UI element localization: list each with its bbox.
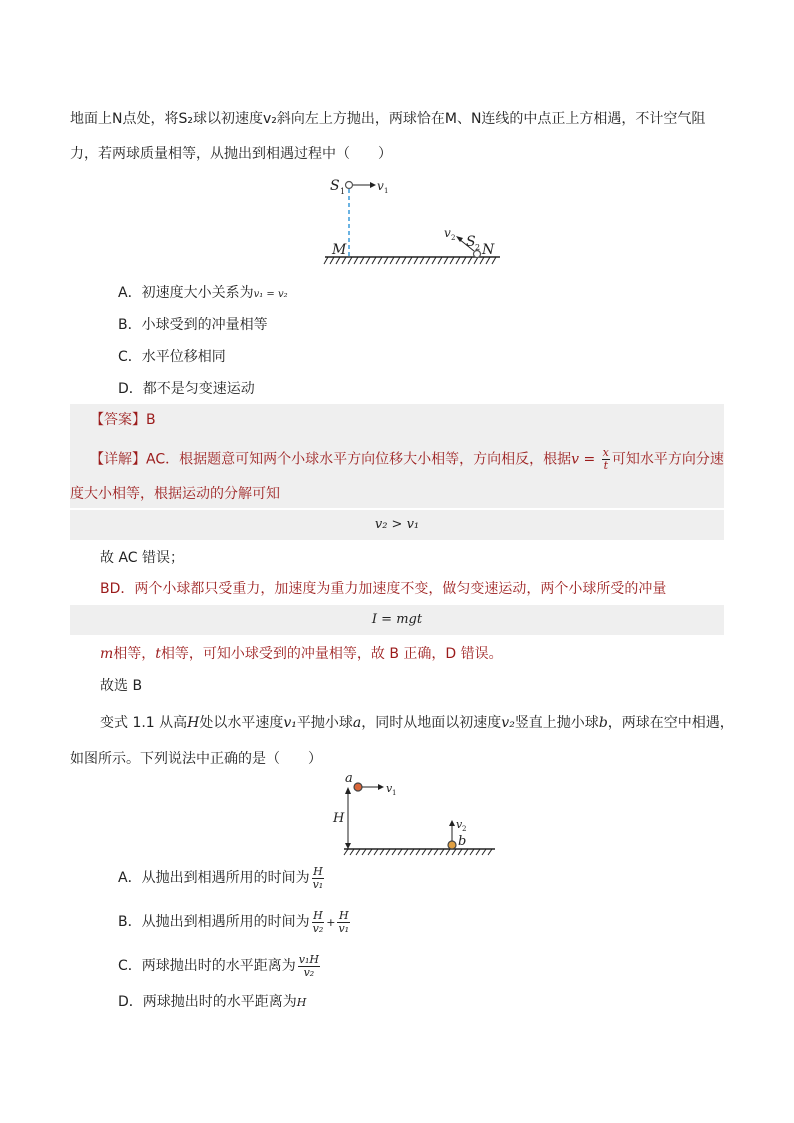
q2-option-b-text: B．从抛出到相遇所用的时间为 [118, 914, 310, 930]
formula-2: I = mgt [371, 612, 423, 627]
q2-option-a [118, 862, 326, 894]
ground-hatch-1 [324, 257, 496, 264]
detail-v: v [571, 451, 580, 468]
label-m: M [332, 242, 347, 258]
answer-wrong-ac: 故 AC 错误； [100, 550, 185, 566]
label-b: b [458, 834, 467, 849]
q2-option-b-den2: v₁ [338, 921, 350, 935]
ball-b [448, 841, 456, 849]
detail-fraction-den: t [603, 459, 608, 472]
answer-rest-1: 相等， [113, 646, 156, 662]
label-v1-fig2-sub: 1 [392, 789, 397, 797]
answer-choose: 故选 B [100, 678, 143, 694]
label-s1: S [330, 178, 340, 194]
q1-option-a-math: v₁ = v₂ [253, 289, 288, 300]
q2-option-d-text: D．两球抛出时的水平距离为 [118, 994, 297, 1010]
q2-option-d-math: H [296, 996, 307, 1009]
q2-text-f: ，两球在空中相遇， [607, 715, 734, 731]
q1-line1: 地面上N点处，将S₂球以初速度v₂斜向左上方抛出，两球恰在M、N连线的中点正上方相遇，不计空气阻 [70, 111, 706, 127]
q2-text-d: ，同时从地面以初速度 [361, 715, 502, 731]
q2-option-c-num: v₁H [298, 952, 319, 966]
q2-option-b-num1: H [313, 908, 323, 922]
q2-option-b-frac2 [337, 910, 350, 935]
q2-option-b-plus: + [326, 916, 336, 929]
arrow-v1-fig2-head [378, 784, 384, 790]
figure-2 [330, 772, 500, 864]
ball-s1 [346, 182, 353, 189]
label-v1: v [377, 179, 384, 193]
label-n: N [482, 242, 495, 258]
q2-ball-b: b [598, 715, 608, 731]
q2-ball-a: a [352, 715, 362, 731]
label-v2: v [444, 226, 451, 240]
detail-line-2: 度大小相等，根据运动的分解可知 [70, 486, 280, 502]
q2-option-b-frac1 [312, 910, 325, 935]
q2-option-d [118, 993, 306, 1012]
label-v2-fig2-sub: 2 [462, 825, 467, 833]
q2-option-b-den1: v₂ [312, 921, 324, 935]
ball-a [354, 783, 362, 791]
q2-option-c [118, 950, 322, 982]
figure-1 [320, 170, 510, 270]
label-s2-sub: 2 [475, 243, 481, 252]
q2-option-c-den: v₂ [298, 966, 320, 979]
q2-option-a-den: v₁ [312, 877, 324, 891]
q1-option-c: C．水平位移相同 [118, 349, 226, 365]
detail-eq: = [579, 451, 600, 468]
detail-label: 【详解】 [90, 451, 146, 468]
q2-option-b-num2: H [338, 908, 349, 922]
q2-option-b [118, 906, 352, 939]
q2-line2: 如图所示。下列说法中正确的是（ ） [70, 751, 322, 767]
label-s2: S [466, 234, 476, 250]
formula-1: v₂ > v₁ [374, 517, 420, 532]
q2-option-c-text: C．两球抛出时的水平距离为 [118, 958, 296, 974]
arrow-v1-head [370, 182, 376, 188]
detail-fraction [602, 447, 610, 472]
q1-option-d: D．都不是匀变速运动 [118, 381, 255, 397]
answer-m: m [100, 646, 114, 662]
label-h: H [333, 811, 345, 826]
answer-bd: BD．两个小球都只受重力，加速度为重力加速度不变，做匀变速运动，两个小球所受的冲量 [100, 581, 667, 597]
answer-label: 【答案】B [90, 412, 156, 428]
q2-line1 [100, 714, 734, 732]
q1-option-a-text: A．初速度大小关系为 [118, 285, 254, 301]
q2-v1: v₁ [283, 715, 297, 731]
q1-line2: 力，若两球质量相等，从抛出到相遇过程中（ ） [70, 146, 392, 162]
height-arrow-top [345, 787, 351, 794]
q2-h: H [187, 715, 200, 731]
label-v2-fig2: v [456, 818, 463, 831]
q2-text-e: 竖直上抛小球 [514, 715, 599, 731]
answer-t: t [155, 646, 161, 662]
label-v2-sub: 2 [451, 234, 456, 242]
detail-text-1b: 可知水平方向分速 [611, 451, 724, 468]
q2-text-a: 变式 1.1 从高 [100, 715, 188, 731]
label-a: a [345, 772, 353, 786]
detail-fraction-num: x [602, 446, 609, 459]
label-v1-sub: 1 [384, 187, 389, 195]
height-arrow-bottom [345, 843, 351, 849]
q2-option-a-frac [312, 866, 325, 891]
q2-option-a-num: H [313, 864, 323, 878]
answer-rest-2: 相等，可知小球受到的冲量相等，故 B 正确，D 错误。 [160, 646, 503, 662]
detail-text-1a: AC．根据题意可知两个小球水平方向位移大小相等，方向相反，根据 [146, 451, 572, 468]
q2-option-a-text: A．从抛出到相遇所用的时间为 [118, 870, 310, 886]
q1-option-a [118, 284, 288, 304]
label-s1-sub: 1 [340, 187, 346, 196]
q1-option-b: B．小球受到的冲量相等 [118, 317, 268, 333]
q2-option-c-frac [298, 954, 320, 979]
q2-v2: v₂ [501, 715, 515, 731]
q2-text-c: 平抛小球 [296, 715, 353, 731]
detail-line-1 [90, 447, 724, 472]
q2-text-b: 处以水平速度 [199, 715, 284, 731]
arrow-v2-fig2-head [449, 820, 455, 826]
answer-line-mt [100, 645, 503, 663]
label-v1-fig2: v [386, 782, 393, 795]
ground-hatch-2 [344, 849, 492, 855]
